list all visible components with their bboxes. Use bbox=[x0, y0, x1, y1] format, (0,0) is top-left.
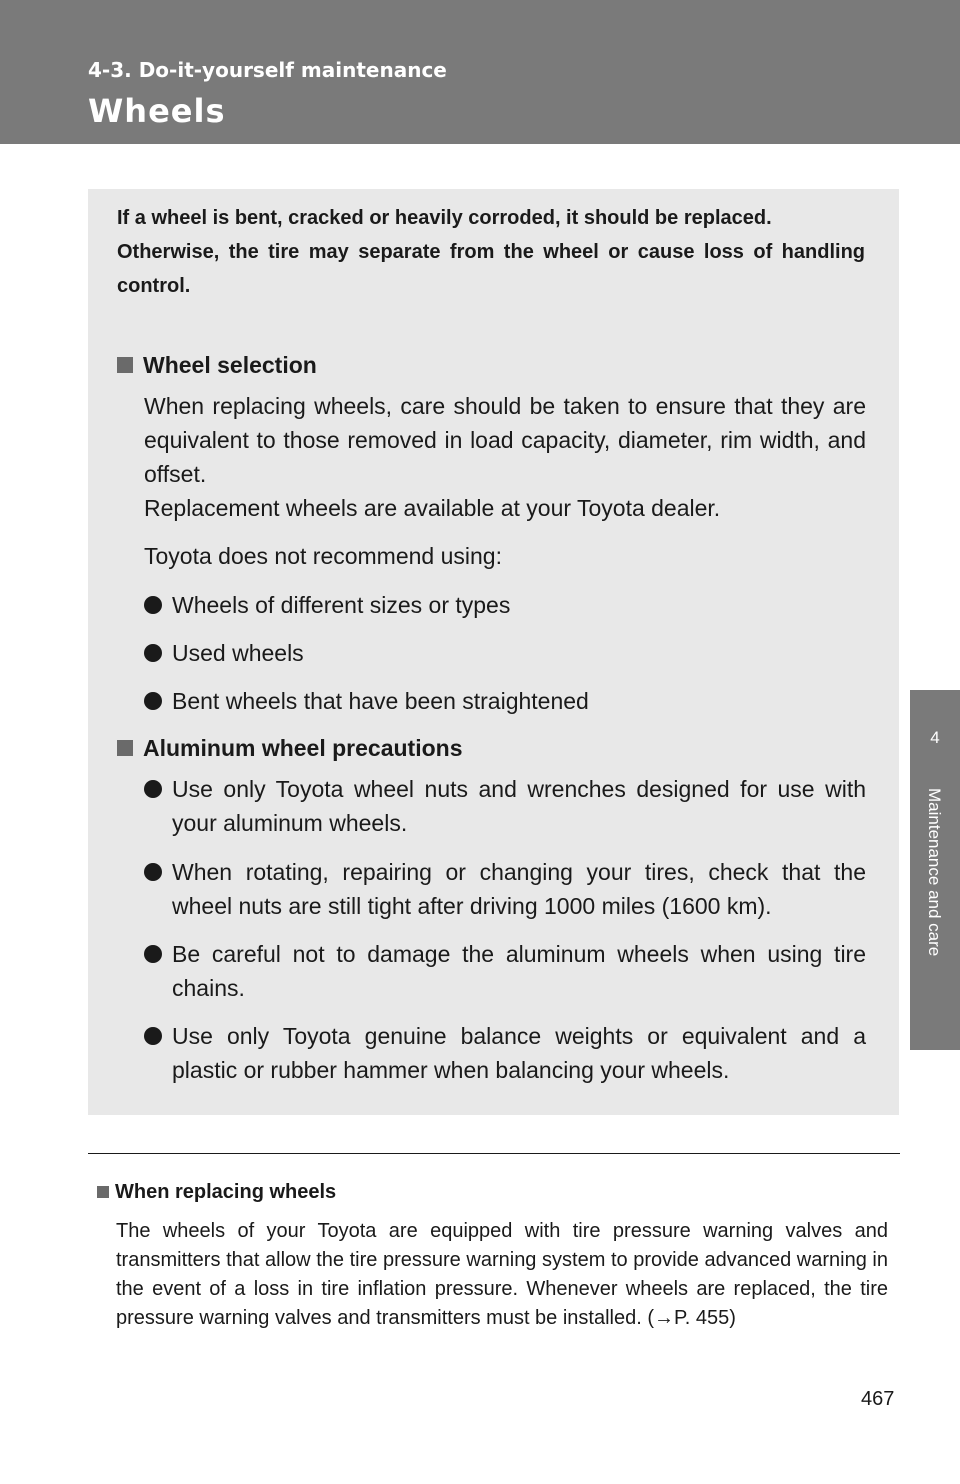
note-body: The wheels of your Toyota are equipped with tire pressure warning valves and transmitters that allow the tire pressure warning system to provide advanced warning in the event of a loss in tire inflation pressure. Whenever wheels are replaced, the tire pressure warning valves and transmitters must be installed. (→P. 455) bbox=[116, 1220, 888, 1329]
caution-intro-text-1: If a wheel is bent, cracked or heavily corroded, it should be replaced. bbox=[117, 207, 772, 229]
list-item-text: Bent wheels that have been straightened bbox=[172, 688, 589, 714]
list-item-text: When rotating, repairing or changing your tires, check that the wheel nuts are still tight after driving 1000 miles (1600 km). bbox=[172, 859, 866, 919]
square-bullet-icon bbox=[117, 357, 133, 373]
round-bullet-icon bbox=[144, 780, 162, 798]
note-heading-text: When replacing wheels bbox=[115, 1181, 337, 1203]
wheel-selection-heading bbox=[117, 352, 317, 379]
square-bullet-icon bbox=[97, 1186, 109, 1198]
round-bullet-icon bbox=[144, 692, 162, 710]
caution-intro bbox=[117, 201, 865, 303]
list-item bbox=[144, 772, 866, 840]
list-item-text: Be careful not to damage the aluminum wheels when using tire chains. bbox=[172, 941, 866, 1001]
list-item-text: Used wheels bbox=[172, 640, 304, 666]
round-bullet-icon bbox=[144, 863, 162, 881]
round-bullet-icon bbox=[144, 945, 162, 963]
divider bbox=[88, 1153, 900, 1154]
list-item bbox=[144, 588, 866, 622]
list-item bbox=[144, 684, 866, 718]
aluminum-heading bbox=[117, 735, 463, 762]
section-label: 4-3. Do-it-yourself maintenance bbox=[88, 58, 447, 82]
round-bullet-icon bbox=[144, 596, 162, 614]
round-bullet-icon bbox=[144, 644, 162, 662]
not-recommend-text: Toyota does not recommend using: bbox=[144, 543, 502, 569]
caution-intro-text-2: Otherwise, the tire may separate from the wheel or cause loss of handling control. bbox=[117, 241, 865, 297]
note-heading bbox=[97, 1181, 336, 1204]
dealer-text: Replacement wheels are available at your Toyota dealer. bbox=[144, 495, 721, 521]
list-item bbox=[144, 1019, 866, 1087]
page-header bbox=[0, 0, 960, 144]
page-title: Wheels bbox=[88, 92, 226, 130]
chapter-tab bbox=[910, 690, 960, 1050]
square-bullet-icon bbox=[117, 740, 133, 756]
list-item-text: Use only Toyota genuine balance weights or equivalent and a plastic or rubber hammer when balancing your wheels. bbox=[172, 1023, 866, 1083]
chapter-label: Maintenance and care bbox=[925, 788, 944, 957]
list-item bbox=[144, 937, 866, 1005]
list-item bbox=[144, 855, 866, 923]
wheel-selection-text: When replacing wheels, care should be taken to ensure that they are equivalent to those removed in load capacity, diameter, rim width, and offset. bbox=[144, 393, 866, 487]
chapter-number: 4 bbox=[930, 728, 940, 747]
wheel-selection-heading-text: Wheel selection bbox=[143, 352, 317, 378]
list-item-text: Wheels of different sizes or types bbox=[172, 592, 511, 618]
page-number: 467 bbox=[861, 1388, 895, 1410]
list-item bbox=[144, 636, 866, 670]
round-bullet-icon bbox=[144, 1027, 162, 1045]
list-item-text: Use only Toyota wheel nuts and wrenches designed for use with your aluminum wheels. bbox=[172, 776, 866, 836]
aluminum-heading-text: Aluminum wheel precautions bbox=[143, 735, 463, 761]
